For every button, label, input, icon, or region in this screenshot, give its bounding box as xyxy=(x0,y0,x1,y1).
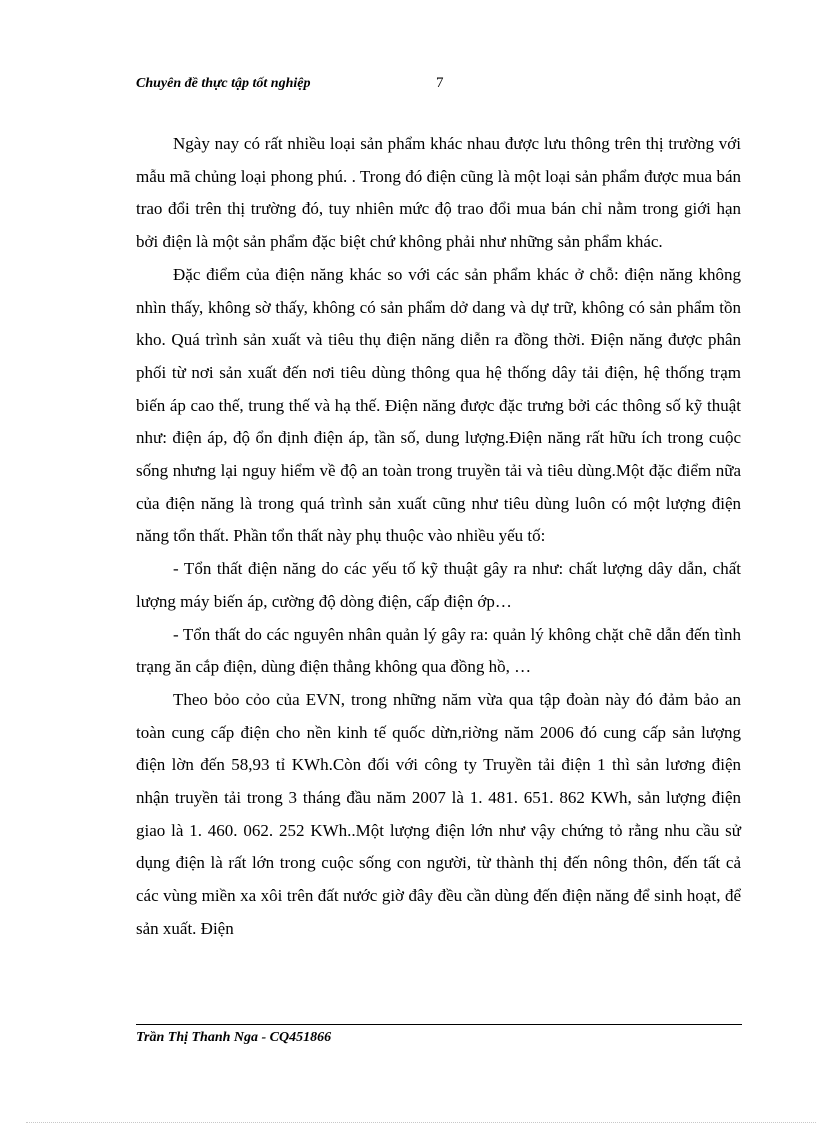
footer-divider xyxy=(136,1024,742,1025)
paragraph-intro: Ngày nay có rất nhiều loại sản phẩm khác nhau được lưu thông trên thị trường với mẫu mã chủng loại phong phú. . Trong đó điện cũng là một loại sản phẩm được mua bán trao đổi trên thị trường đó, tuy nhiên mức độ trao đổi mua bán chỉ nằm trong giới hạn bởi điện là một sản phẩm đặc biệt chứ không phải như những sản phẩm khác. xyxy=(136,134,741,252)
page-number: 7 xyxy=(436,75,444,91)
body-text xyxy=(136,128,741,946)
footer-author: Trần Thị Thanh Nga - CQ451866 xyxy=(136,1030,332,1045)
paragraph-characteristics: Đặc điểm của điện năng khác so với các sản phẩm khác ở chỗ: điện năng không nhìn thấy, không sờ thấy, không có sản phẩm dở dang và dự trữ, không có sản phẩm tồn kho. Quá trình sản xuất và tiêu thụ điện năng diễn ra đồng thời. Điện năng được phân phối từ nơi sản xuất đến nơi tiêu dùng thông qua hệ thống dây tải điện, hệ thống trạm biến áp cao thế, trung thế và hạ thế. Điện năng được đặc trưng bởi các thông số kỹ thuật như: điện áp, độ ổn định điện áp, tần số, dung lượng.Điện năng rất hữu ích trong cuộc sống nhưng lại nguy hiểm về độ an toàn trong truyền tải và tiêu dùng.Một đặc điểm nữa của điện năng là trong quá trình sản xuất cũng như tiêu dùng luôn có một lượng điện năng tổn thất. Phần tổn thất này phụ thuộc vào nhiều yếu tố: xyxy=(136,264,741,546)
page-header xyxy=(136,76,746,98)
paragraph-evn-report: Theo bỏo cỏo của EVN, trong những năm vừa qua tập đoàn này đó đảm bảo an toàn cung cấp điện cho nền kinh tế quốc dừn,riờng năm 2006 đó cung cấp sản lượng điện lờn đến 58,93 tỉ KWh.Còn đối với công ty Truyền tải điện 1 thì sản lương điện nhận truyền tải trong 3 tháng đầu năm 2007 là 1. 481. 651. 862 KWh, sản lượng điện giao là 1. 460. 062. 252 KWh..Một lượng điện lớn như vậy chứng tỏ rằng nhu cầu sử dụng điện là rất lớn trong cuộc sống con người, từ thành thị đến nông thôn, đến tất cả các vùng miền xa xôi trên đất nước giờ đây đều cần dùng đến điện năng để sinh hoạt, để sản xuất. Điện xyxy=(136,689,741,938)
paragraph-management-loss: - Tổn thất do các nguyên nhân quản lý gây ra: quản lý không chặt chẽ dẫn đến tình trạng ăn cắp điện, dùng điện thẳng không qua đồng hồ, … xyxy=(136,624,741,677)
header-title: Chuyên đề thực tập tốt nghiệp xyxy=(136,76,311,91)
paragraph-technical-loss: - Tổn thất điện năng do các yếu tố kỹ thuật gây ra như: chất lượng dây dẫn, chất lượng máy biến áp, cường độ dòng điện, cấp điện ớp… xyxy=(136,559,741,611)
